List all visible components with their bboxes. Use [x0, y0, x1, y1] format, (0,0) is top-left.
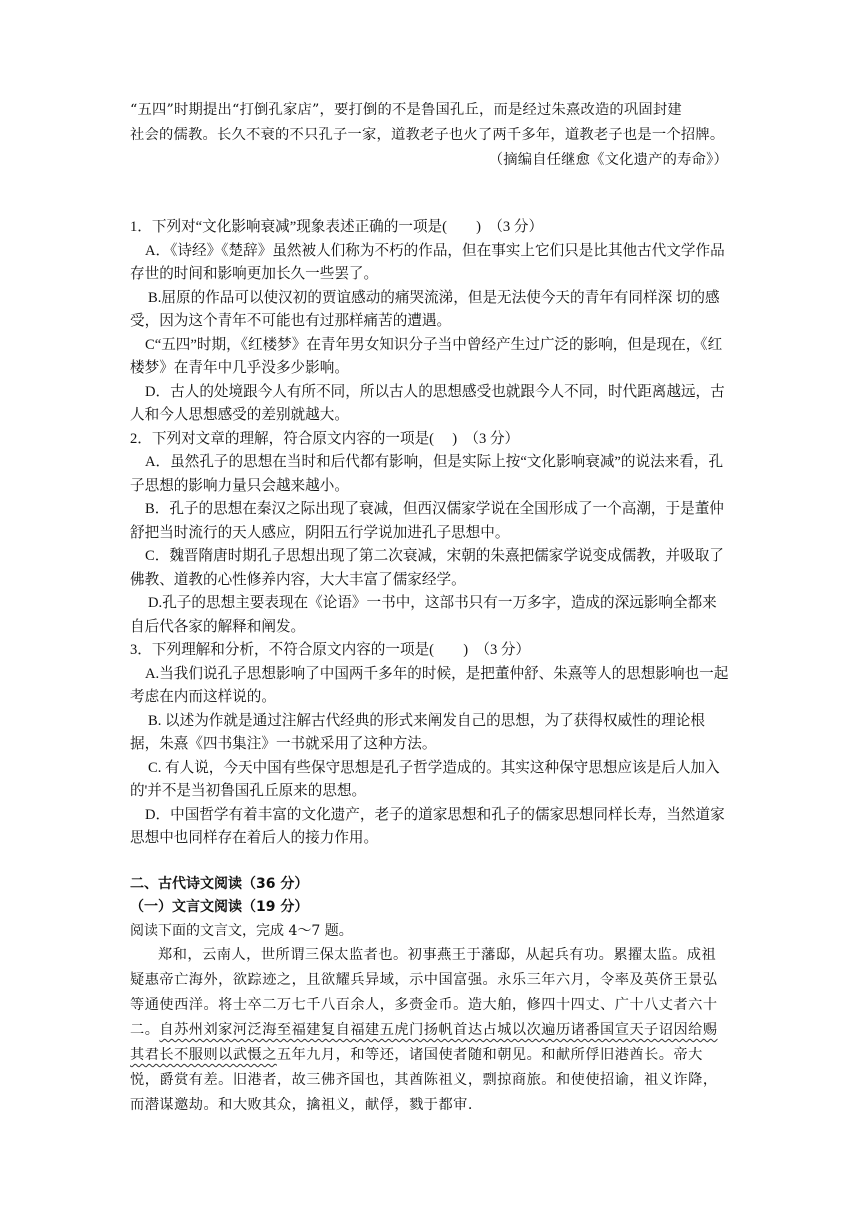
section-instructions: 阅读下面的文言文，完成 4～7 题。: [130, 923, 353, 939]
question-3-option-c: C. 有人说，今天中国有些保守思想是孔子哲学造成的。其实这种保守思想应该是后人加入的'并不是当初鲁国孔丘原来的思想。: [130, 759, 720, 799]
question-3-stem: 3．下列理解和分析，不符合原文内容的一项是( ) （3 分）: [130, 642, 531, 658]
question-2-option-a: A．虽然孔子的思想在当时和后代都有影响，但是实际上按“文化影响衰减”的说法来看，孔子思想的影响力量只会越来越小。: [130, 454, 724, 494]
question-1-option-a: A．《诗经》《楚辞》虽然被人们称为不朽的作品，但在事实上它们只是比其他古代文学作品存世的时间和影响更加长久一些罢了。: [130, 242, 725, 282]
intro-citation: （摘编自任继愈《文化遗产的寿命》）: [488, 152, 728, 168]
question-1-option-c: C“五四”时期，《红楼梦》在青年男女知识分子当中曾经产生过广泛的影响，但是现在，《红楼梦》在青年中几乎没多少影响。: [130, 336, 723, 376]
passage-text-after: 五年九月，和等还，诸国使者随和朝见。和献所俘旧港酋长。帝大悦，爵赏有差。旧港者，故三佛齐国也，其酋陈祖义，剽掠商旅。和使使招谕，祖义诈降，而潜谋邀劫。和大败其众，擒祖义，献俘，戮于都审.: [130, 1047, 718, 1113]
question-3: [130, 639, 730, 851]
question-3-option-a: A.当我们说孔子思想影响了中国两千多年的时候，是把董仲舒、朱熹等人的思想影响也一起考虑在内而这样说的。: [130, 665, 729, 705]
classical-reading-section: [130, 873, 730, 1118]
section-heading: 二、古代诗文阅读（36 分）: [130, 876, 309, 892]
question-list: [130, 216, 730, 851]
passage-underlined-sentence: 自苏州刘家河泛海至福建复自福建五虎门扬帆首达占城以次遍历诸番国宣天子诏因给赐其君长不服则以武慑之: [130, 1022, 718, 1063]
question-3-option-d: D．中国哲学有着丰富的文化遗产，老子的道家思想和孔子的儒家思想同样长寿，当然道家思想中也同样存在着后人的接力作用。: [130, 806, 725, 846]
question-1-option-b: B.屈原的作品可以使汉初的贾谊感动的痛哭流涕，但是无法使今天的青年有同样深 切的感受，因为这个青年不可能也有过那样痛苦的遭遇。: [130, 289, 720, 329]
question-2-option-b: B．孔子的思想在秦汉之际出现了衰减，但西汉儒家学说在全国形成了一个高潮，于是董仲舒把当时流行的天人感应，阴阳五行学说加进孔子思想中。: [130, 501, 724, 541]
question-2-stem: 2．下列对文章的理解，符合原文内容的一项是( ) （3 分）: [130, 430, 520, 447]
section-subheading: （一）文言文阅读（19 分）: [130, 899, 309, 915]
question-2: [130, 428, 730, 640]
classical-passage: [130, 943, 730, 1118]
question-1: [130, 216, 730, 428]
question-2-option-c: C．魏晋隋唐时期孔子思想出现了第二次衰减，宋朝的朱熹把儒家学说变成儒教，并吸取了佛教、道教的心性修养内容，大大丰富了儒家经学。: [130, 548, 724, 588]
question-1-option-d: D．古人的处境跟今人有所不同，所以古人的思想感受也就跟今人不同，时代距离越远，古人和今人思想感受的差别就越大。: [130, 383, 725, 423]
passage-text-before: 郑和，云南人，世所谓三保太监者也。初事燕王于藩邸，从起兵有功。累擢太监。成祖疑惠帝亡海外，欲踪迹之，且欲耀兵异域，示中国富强。永乐三年六月，令率及英侪王景弘等通使西洋。将士卒二万七千八百余人，多赍金币。造大舶，修四十四丈、广十八丈者六十二。: [130, 947, 718, 1038]
question-1-stem: 1．下列对“文化影响衰减”现象表述正确的一项是( ) （3 分）: [130, 219, 544, 235]
question-3-option-b: B. 以述为作就是通过注解古代经典的形式来阐发自己的思想，为了获得权威性的理论根据，朱熹《四书集注》一书就采用了这种方法。: [130, 712, 706, 752]
question-2-option-d: D.孔子的思想主要表现在《论语》一书中，这部书只有一万多字，造成的深远影响全都来自后代各家的解释和阐发。: [130, 595, 717, 635]
intro-line-2: 社会的儒教。长久不衰的不只孔子一家，道教老子也火了两千多年，道教老子也是一个招牌。: [130, 127, 725, 143]
intro-line-1: “五四”时期提出“打倒孔家店”，要打倒的不是鲁国孔丘，而是经过朱熹改造的巩固封建: [130, 102, 682, 118]
intro-passage: [130, 98, 730, 173]
